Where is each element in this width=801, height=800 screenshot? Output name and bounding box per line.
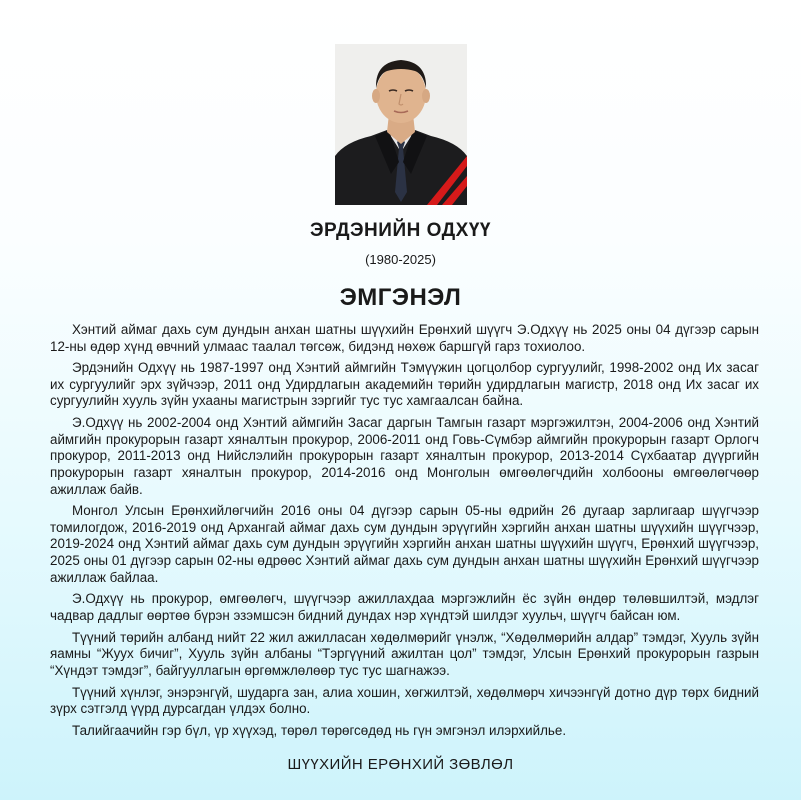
paragraph: Талийгаачийн гэр бүл, үр хүүхэд, төрөл төрөгсөдөд нь гүн эмгэнэл илэрхийлье. [72, 723, 567, 739]
obituary-body [50, 322, 759, 745]
paragraph: Монгол Улсын Ерөнхийлөгчийн 2016 оны 04 дүгээр сарын 05-ны өдрийн 26 дугаар зарлигаар шүүгчээр томилогдож, 2016-2019 онд Архангай аймаг дахь сум дундын эрүүгийн хэргийн анхан шатны шүүхийн шүүгчээр, 2019-2024 онд Хэнтий аймаг дахь сум дундын эрүүгийн хэргийн анхан шатны шүүхийн шүүгч, Ерөнхий шүүгчээр, 2025 оны 01 дүгээр сарын 02-ны өдрөөс Хэнтий аймаг дахь сум дундын анхан шатны шүүхийн Ерөнхий шүүгчээр ажиллаж байлаа. [50, 503, 759, 585]
paragraph: Э.Одхүү нь 2002-2004 онд Хэнтий аймгийн Засаг даргын Тамгын газарт мэргэжилтэн, 2004-2006 онд Хэнтий аймгийн прокурорын газарт хяналтын прокурор, 2006-2011 онд Говь-Сүмбэр аймгийн прокурорын газарт Орлогч прокурор, 2011-2013 онд Нийслэлийн прокурорын газарт хяналтын прокурор, 2013-2014 Сүхбаатар дүүргийн прокурорын газарт хяналтын прокурор, 2014-2016 онд Монголын өмгөөлөгчдийн холбооны өмгөөлөгчөөр ажиллаж байв. [50, 415, 759, 497]
person-name: ЭРДЭНИЙН ОДХҮҮ [310, 220, 491, 241]
paragraph: Эрдэнийн Одхүү нь 1987-1997 онд Хэнтий аймгийн Тэмүүжин цогцолбор сургуулийг, 1998-2002 онд Их засаг их сургуулийг эрх зүйчээр, 2011 онд Удирдлагын академийн төрийн удирдлагын магистр, 2018 онд Их засаг их сургуулийн хууль зүйн ухааны магистрын зэргийг тус тус хамгаалсан байна. [50, 360, 759, 409]
paragraph: Э.Одхүү нь прокурор, өмгөөлөгч, шүүгчээр ажиллахдаа мэргэжлийн ёс зүйн өндөр төлөвшилтэй, мэдлэг чадвар дадлыг өөртөө бүрэн эзэмшсэн бидний дундах нэр хүндтэй шилдэг хуульч, шүүгч байсан юм. [50, 591, 759, 623]
paragraph: Хэнтий аймаг дахь сум дундын анхан шатны шүүхийн Ерөнхий шүүгч Э.Одхүү нь 2025 оны 04 дүгээр сарын 12-ны өдөр хүнд өвчний улмаас таалал төгсөж, бидэнд нөхөж баршгүй гарз тохиолоо. [50, 322, 759, 354]
signature-organization: ШҮҮХИЙН ЕРӨНХИЙ ЗӨВЛӨЛ [287, 756, 514, 773]
portrait-photo [335, 44, 467, 205]
paragraph: Түүний төрийн албанд нийт 22 жил ажилласан хөдөлмөрийг үнэлж, “Хөдөлмөрийн алдар” тэмдэг, Хууль зүйн яамны “Жуух бичиг”, Хууль зүйн албаны “Тэргүүний ажилтан цол” тэмдэг, Улсын Ерөнхий прокурорын газрын “Хүндэт тэмдэг”, байгууллагын өргөмжлөлөөр тус тус шагнажээ. [50, 629, 759, 678]
paragraph: Түүний хүнлэг, энэрэнгүй, шударга зан, алиа хошин, хөгжилтэй, хөдөлмөрч хичээнгүй дотно дүр төрх бидний зүрх сэтгэлд үүрд дурсагдан үлдэх болно. [50, 684, 759, 717]
obituary-heading: ЭМГЭНЭЛ [339, 284, 462, 311]
person-years: (1980-2025) [365, 252, 436, 267]
